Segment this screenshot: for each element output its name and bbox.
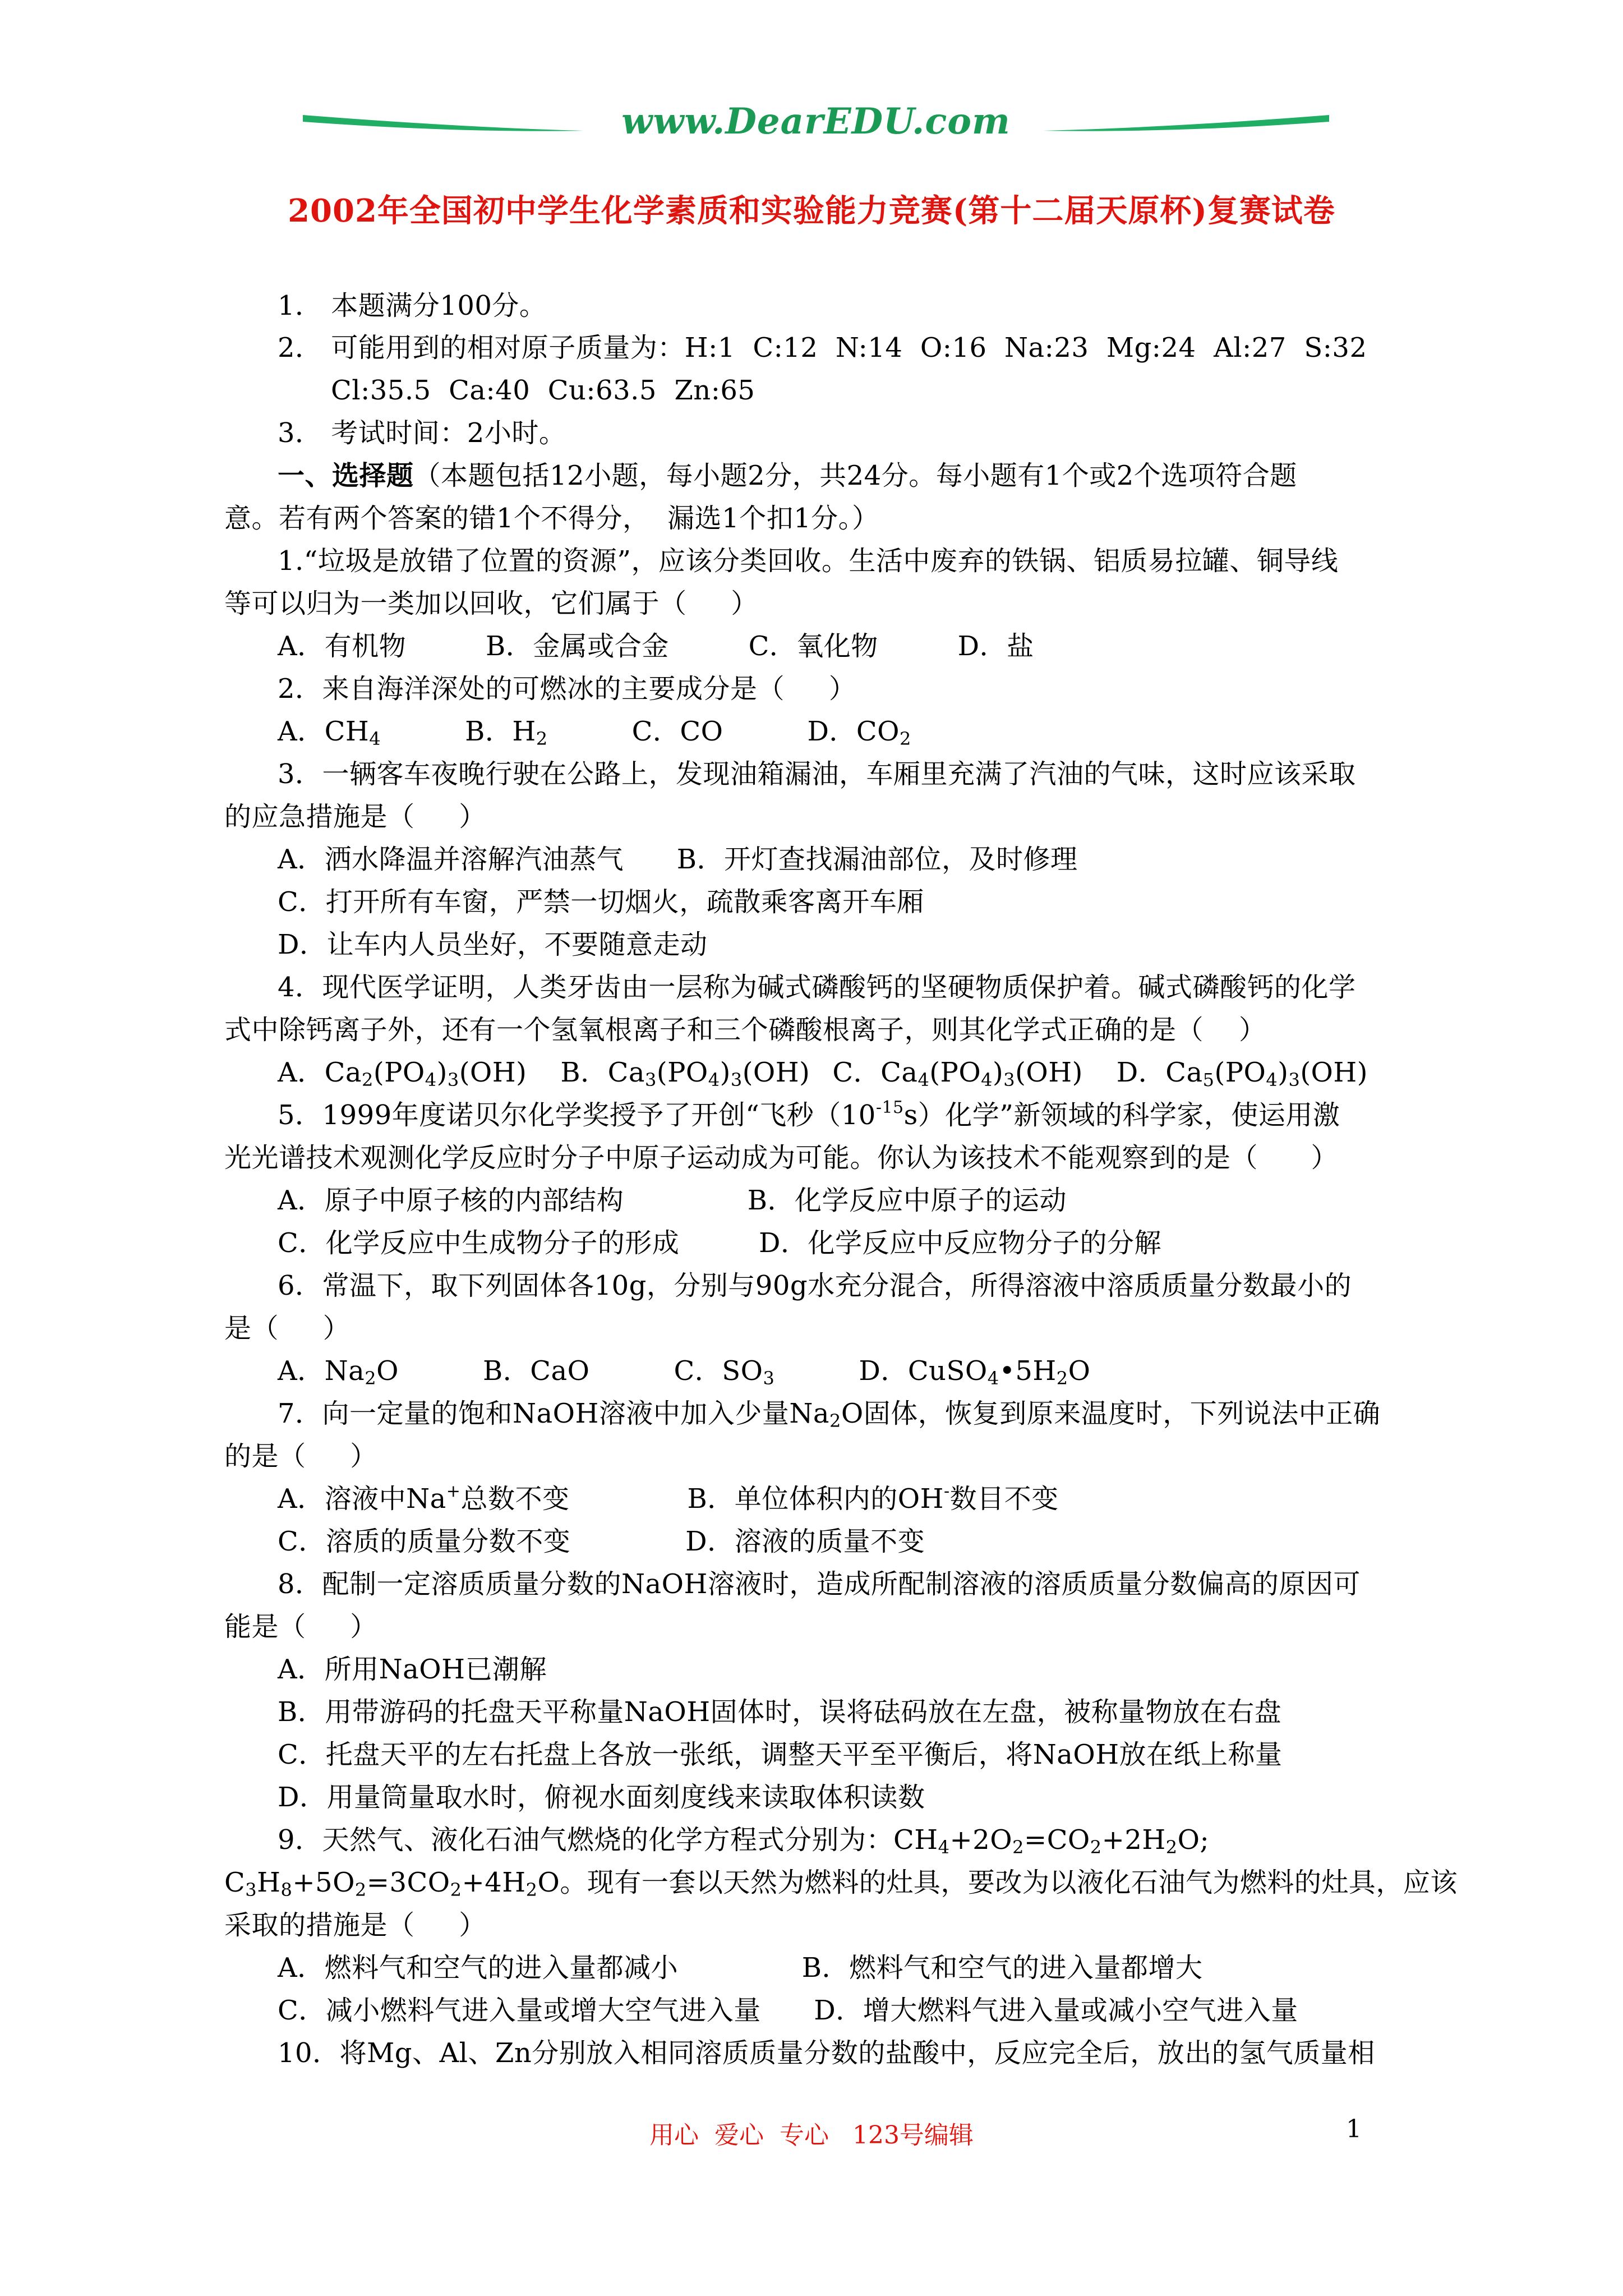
question-8-option-b: B．用带游码的托盘天平称量NaOH固体时，误将砝码放在左盘，被称量物放在右盘 bbox=[278, 1696, 1282, 1728]
question-3-continued: 的应急措施是（ ） bbox=[224, 801, 486, 832]
question-8-option-c: C．托盘天平的左右托盘上各放一张纸，调整天平至平衡后，将NaOH放在纸上称量 bbox=[278, 1739, 1283, 1770]
question-7-text-b: O固体，恢复到原来温度时，下列说法中正确 bbox=[841, 1398, 1381, 1429]
question-6-continued: 是（ ） bbox=[224, 1313, 351, 1344]
question-7-continued: 的是（ ） bbox=[224, 1441, 377, 1472]
question-4: 4．现代医学证明，人类牙齿由一层称为碱式磷酸钙的坚硬物质保护着。碱式磷酸钙的化学 bbox=[278, 972, 1356, 1003]
question-6-options: A．$Na_2O$ B．CaO C．$SO_3$ D．$CuSO_4•5H_2O$ bbox=[278, 1355, 1091, 1389]
footer-text: 用心 爱心 专心 123号编辑 bbox=[649, 2121, 974, 2150]
question-9-options-cd: C．减小燃料气进入量或增大空气进入量 D．增大燃料气进入量或减小空气进入量 bbox=[278, 1995, 1298, 2026]
question-1-continued: 等可以归为一类加以回收，它们属于（ ） bbox=[224, 588, 758, 619]
section-1-heading: 一、选择题 bbox=[278, 460, 414, 491]
question-3: 3．一辆客车夜晚行驶在公路上，发现油箱漏油，车厢里充满了汽油的气味，这时应该采取 bbox=[278, 758, 1356, 790]
question-2: 2．来自海洋深处的可燃冰的主要成分是（ ） bbox=[278, 673, 856, 705]
question-4-options: A．$Ca_2(PO_4)_3(OH)$ B．$Ca_3(PO_4)_3(OH)$ C．$Ca_4(PO_4)_3(OH)$ D．$Ca_5(PO_4)_3(OH)$ bbox=[278, 1057, 1368, 1091]
option-a: A．Na bbox=[278, 1355, 365, 1387]
option-b: B．H bbox=[465, 716, 536, 747]
question-9-options-ab: A．燃料气和空气的进入量都减小 B．燃料气和空气的进入量都增大 bbox=[278, 1952, 1203, 1984]
option-b: B．CaO bbox=[483, 1355, 590, 1387]
question-7-options-cd: C．溶质的质量分数不变 D．溶液的质量不变 bbox=[278, 1526, 925, 1557]
option-a: A．CH bbox=[278, 716, 370, 747]
question-3-options-ab: A．洒水降温并溶解汽油蒸气 B．开灯查找漏油部位，及时修理 bbox=[278, 844, 1078, 875]
option-c: C．SO bbox=[674, 1355, 763, 1387]
question-7-options-ab: A．溶液中Na+总数不变 B．单位体积内的OH-数目不变 bbox=[278, 1481, 1059, 1515]
question-5 bbox=[278, 1098, 1340, 1132]
document-title: 2002年全国初中学生化学素质和实验能力竞赛(第十二届天原杯)复赛试卷 bbox=[288, 192, 1335, 229]
option-a: A．溶液中Na bbox=[278, 1483, 446, 1515]
question-9-text-b: 。现有一套以天然为燃料的灶具，要改为以液化石油气为燃料的灶具，应该 bbox=[560, 1867, 1458, 1898]
question-2-options: A．$CH_4$ B．$H_2$ C．CO D．$CO_2$ bbox=[278, 716, 911, 749]
question-5-text-b: s）化学”新领域的科学家，使运用激 bbox=[903, 1099, 1340, 1131]
question-8-continued: 能是（ ） bbox=[224, 1611, 377, 1642]
question-1: 1.“垃圾是放错了位置的资源”，应该分类回收。生活中废弃的铁锅、铝质易拉罐、铜导线 bbox=[278, 545, 1339, 577]
question-5-options-ab: A．原子中原子核的内部结构 B．化学反应中原子的运动 bbox=[278, 1185, 1067, 1216]
page-number: 1 bbox=[1346, 2115, 1362, 2143]
exponent: -15 bbox=[875, 1098, 904, 1117]
section-1-intro-continued: 意。若有两个答案的错1个不得分， 漏选1个扣1分。） bbox=[224, 503, 879, 534]
note-2-continued: Cl:35.5 Ca:40 Cu:63.5 Zn:65 bbox=[331, 375, 755, 406]
site-logo-banner bbox=[303, 93, 1329, 154]
question-9-continued: $C_3H_8+5O_2=3CO_2+4H_2O$。现有一套以天然为燃料的灶具，要改为以液化石油气为燃料的灶具，应该 bbox=[224, 1867, 1458, 1901]
option-a: A．Ca bbox=[278, 1057, 362, 1088]
option-a-tail: 总数不变 bbox=[460, 1483, 570, 1515]
question-8-option-a: A．所用NaOH已潮解 bbox=[278, 1654, 547, 1685]
option-b: B．单位体积内的OH bbox=[687, 1483, 944, 1515]
question-8-option-d: D．用量筒量取水时，俯视水面刻度线来读取体积读数 bbox=[278, 1782, 925, 1813]
question-7: 7．向一定量的饱和NaOH溶液中加入少量$Na_2O$固体，恢复到原来温度时，下列说法中正确 bbox=[278, 1398, 1381, 1432]
question-5-continued: 光光谱技术观测化学反应时分子中原子运动成为可能。你认为该技术不能观察到的是（ ） bbox=[224, 1142, 1339, 1174]
option-b-tail: 数目不变 bbox=[949, 1483, 1059, 1515]
question-1-options: A．有机物 B．金属或合金 C．氧化物 D．盐 bbox=[278, 631, 1034, 662]
question-5-text-a: 5．1999年度诺贝尔化学奖授予了开创“飞秒（10 bbox=[278, 1099, 876, 1131]
note-1: 1． 本题满分100分。 bbox=[278, 290, 547, 321]
option-c: C．Ca bbox=[832, 1057, 918, 1088]
question-5-options-cd: C．化学反应中生成物分子的形成 D．化学反应中反应物分子的分解 bbox=[278, 1227, 1162, 1259]
question-3-option-d: D．让车内人员坐好，不要随意走动 bbox=[278, 929, 708, 960]
question-7-text-a: 7．向一定量的饱和NaOH溶液中加入少量Na bbox=[278, 1398, 829, 1429]
question-8: 8．配制一定溶质质量分数的NaOH溶液时，造成所配制溶液的溶质质量分数偏高的原因可 bbox=[278, 1568, 1361, 1600]
option-d: D．Ca bbox=[1116, 1057, 1203, 1088]
question-9: 9．天然气、液化石油气燃烧的化学方程式分别为：$CH_4+2O_2=CO_2+2H_2O$; bbox=[278, 1824, 1210, 1858]
question-6: 6．常温下，取下列固体各10g，分别与90g水充分混合，所得溶液中溶质质量分数最小的 bbox=[278, 1270, 1352, 1301]
question-9-continued-2: 采取的措施是（ ） bbox=[224, 1910, 486, 1941]
note-3: 3． 考试时间：2小时。 bbox=[278, 417, 566, 449]
section-1-intro: （本题包括12小题，每小题2分，共24分。每小题有1个或2个选项符合题 bbox=[413, 460, 1297, 491]
logo-text[interactable]: www.DearEDU.com bbox=[621, 100, 1011, 142]
option-d: D．CuSO bbox=[859, 1355, 988, 1387]
question-3-option-c: C．打开所有车窗，严禁一切烟火，疏散乘客离开车厢 bbox=[278, 886, 924, 918]
option-b: B．Ca bbox=[560, 1057, 645, 1088]
question-9-text: 9．天然气、液化石油气燃烧的化学方程式分别为： bbox=[278, 1824, 894, 1856]
section-1-heading-line bbox=[278, 459, 1297, 493]
question-4-continued: 式中除钙离子外，还有一个氢氧根离子和三个磷酸根离子，则其化学式正确的是（ ） bbox=[224, 1014, 1266, 1046]
question-10: 10．将Mg、Al、Zn分别放入相同溶质质量分数的盐酸中，反应完全后，放出的氢气质量相 bbox=[278, 2037, 1375, 2069]
note-2: 2． 可能用到的相对原子质量为：H:1 C:12 N:14 O:16 Na:23 Mg:24 Al:27 S:32 bbox=[278, 332, 1367, 364]
option-c: C．CO bbox=[631, 716, 723, 747]
option-d: D．CO bbox=[807, 716, 900, 747]
